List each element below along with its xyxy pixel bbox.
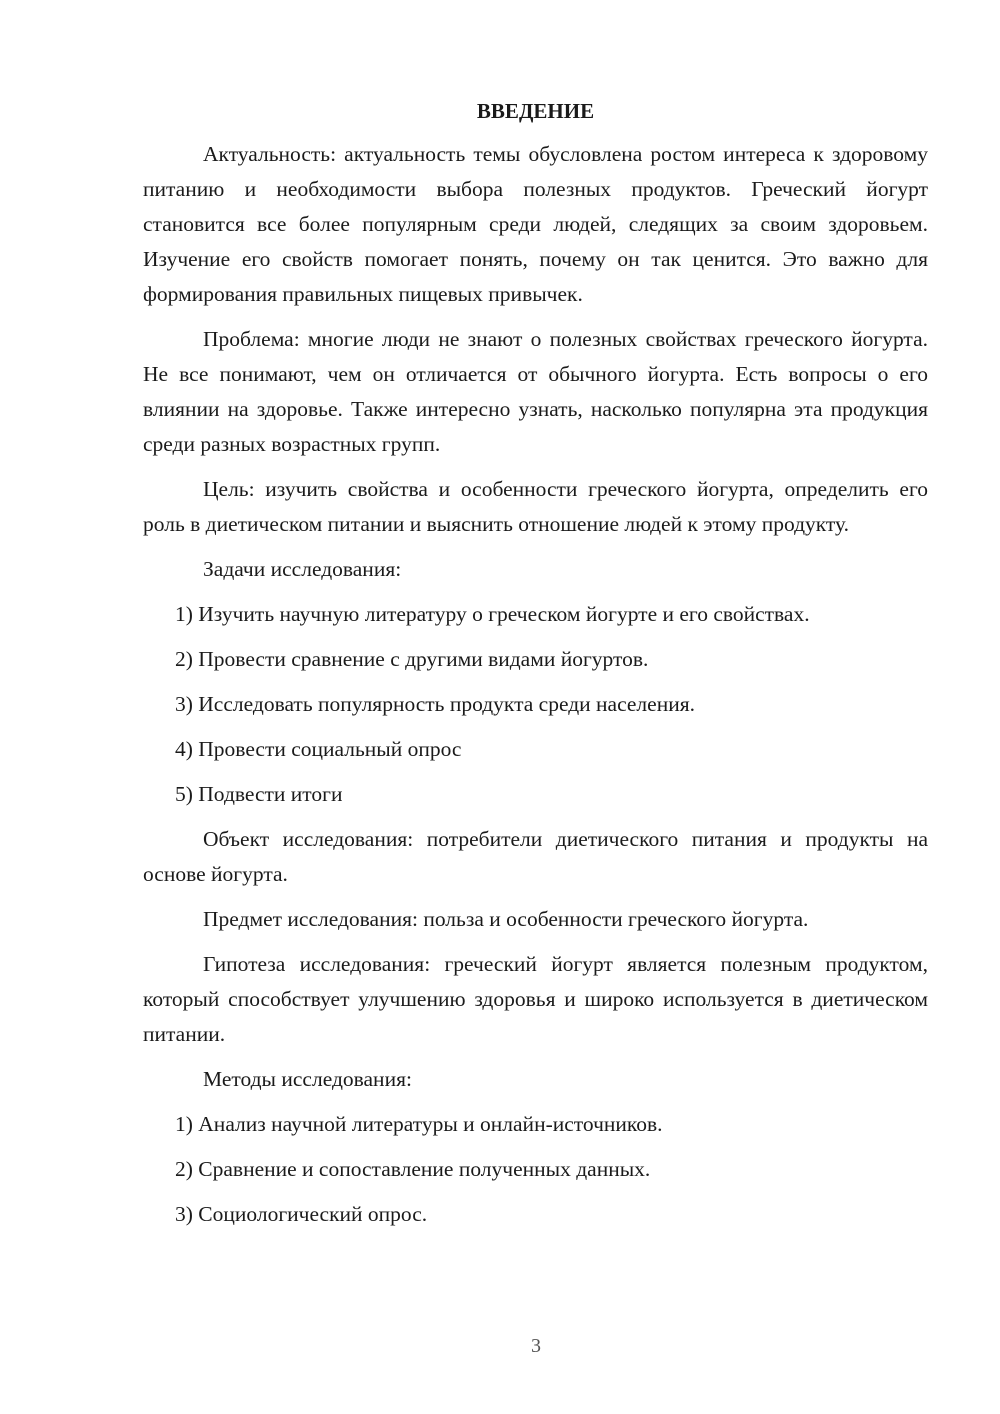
task-item: 1) Изучить научную литературу о греческом йогурте и его свойствах. <box>175 602 810 626</box>
problem-paragraph: Проблема: многие люди не знают о полезных свойствах греческого йогурта. Не все понимают, чем он отличается от обычного йогурта. Есть вопросы о его влиянии на здоровье. Также интересно узнать, насколько популярна эта продукция среди разных возрастных групп. <box>143 327 928 456</box>
task-item: 4) Провести социальный опрос <box>175 737 462 761</box>
goal-paragraph: Цель: изучить свойства и особенности греческого йогурта, определить его роль в диетическом питании и выяснить отношение людей к этому продукту. <box>143 477 928 536</box>
method-item: 3) Социологический опрос. <box>175 1202 428 1226</box>
object-paragraph: Объект исследования: потребители диетического питания и продукты на основе йогурта. <box>143 827 928 886</box>
document-page <box>143 96 928 1242</box>
method-item: 2) Сравнение и сопоставление полученных данных. <box>175 1157 651 1181</box>
page-number: 3 <box>531 1335 541 1357</box>
tasks-heading: Задачи исследования: <box>203 557 402 581</box>
task-item: 3) Исследовать популярность продукта среди населения. <box>175 692 695 716</box>
methods-heading: Методы исследования: <box>203 1067 412 1091</box>
task-item: 2) Провести сравнение с другими видами йогуртов. <box>175 647 649 671</box>
relevance-paragraph: Актуальность: актуальность темы обусловлена ростом интереса к здоровому питанию и необходимости выбора полезных продуктов. Греческий йогурт становится все более популярным среди людей, следящих за своим здоровьем. Изучение его свойств помогает понять, почему он так ценится. Это важно для формирования правильных пищевых привычек. <box>143 142 928 306</box>
methods-list <box>143 1107 928 1232</box>
task-item: 5) Подвести итоги <box>175 782 343 806</box>
section-title: ВВЕДЕНИЕ <box>476 99 595 123</box>
subject-paragraph: Предмет исследования: польза и особенности греческого йогурта. <box>203 907 809 931</box>
tasks-list <box>143 597 928 812</box>
method-item: 1) Анализ научной литературы и онлайн-источников. <box>175 1112 663 1136</box>
hypothesis-paragraph: Гипотеза исследования: греческий йогурт является полезным продуктом, который способствует улучшению здоровья и широко используется в диетическом питании. <box>143 952 928 1046</box>
